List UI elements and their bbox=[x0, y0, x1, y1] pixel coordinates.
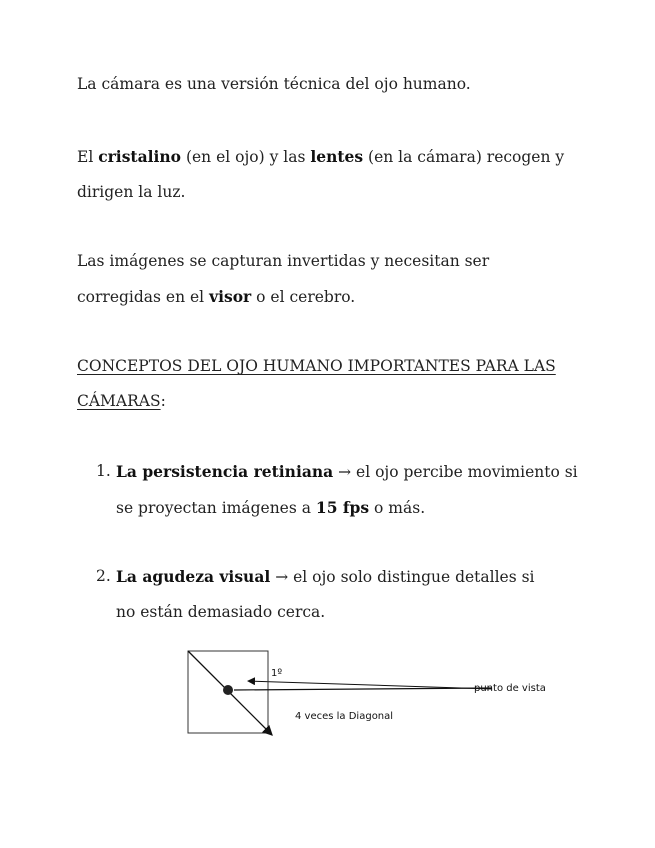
term-cristalino: cristalino bbox=[98, 147, 182, 166]
paragraph-inverted: Las imágenes se capturan invertidas y necesitan ser corregidas en el visor o el cerebro. bbox=[77, 252, 490, 306]
list-number: 1. bbox=[96, 462, 111, 480]
viewpoint-label: punto de vista bbox=[474, 683, 546, 694]
list-item-text: La persistencia retiniana → el ojo percibe movimiento si se proyectan imágenes a 15 fps o más. bbox=[116, 462, 578, 517]
sight-line bbox=[234, 688, 492, 690]
term-visor: visor bbox=[209, 287, 252, 306]
list-item bbox=[96, 559, 596, 629]
angle-label: 1º bbox=[271, 668, 283, 679]
list-item bbox=[96, 454, 596, 524]
center-dot bbox=[223, 685, 233, 695]
paragraph-intro: La cámara es una versión técnica del ojo humano. bbox=[77, 75, 471, 93]
term-persistencia: La persistencia retiniana bbox=[116, 462, 334, 481]
distance-label: 4 veces la Diagonal bbox=[295, 711, 394, 722]
angle-ray bbox=[248, 681, 492, 689]
term-agudeza: La agudeza visual bbox=[116, 567, 271, 586]
list-item-text: La agudeza visual → el ojo solo distingue detalles si no están demasiado cerca. bbox=[116, 567, 535, 621]
list-number: 2. bbox=[96, 567, 111, 585]
paragraph-lens: El cristalino (en el ojo) y las lentes (en la cámara) recogen y dirigen la luz. bbox=[77, 147, 565, 201]
viewing-distance-diagram bbox=[180, 645, 560, 745]
section-heading: CONCEPTOS DEL OJO HUMANO IMPORTANTES PARA LAS CÁMARAS: bbox=[77, 357, 556, 410]
term-fps: 15 fps bbox=[315, 498, 370, 517]
term-lentes: lentes bbox=[310, 147, 364, 166]
